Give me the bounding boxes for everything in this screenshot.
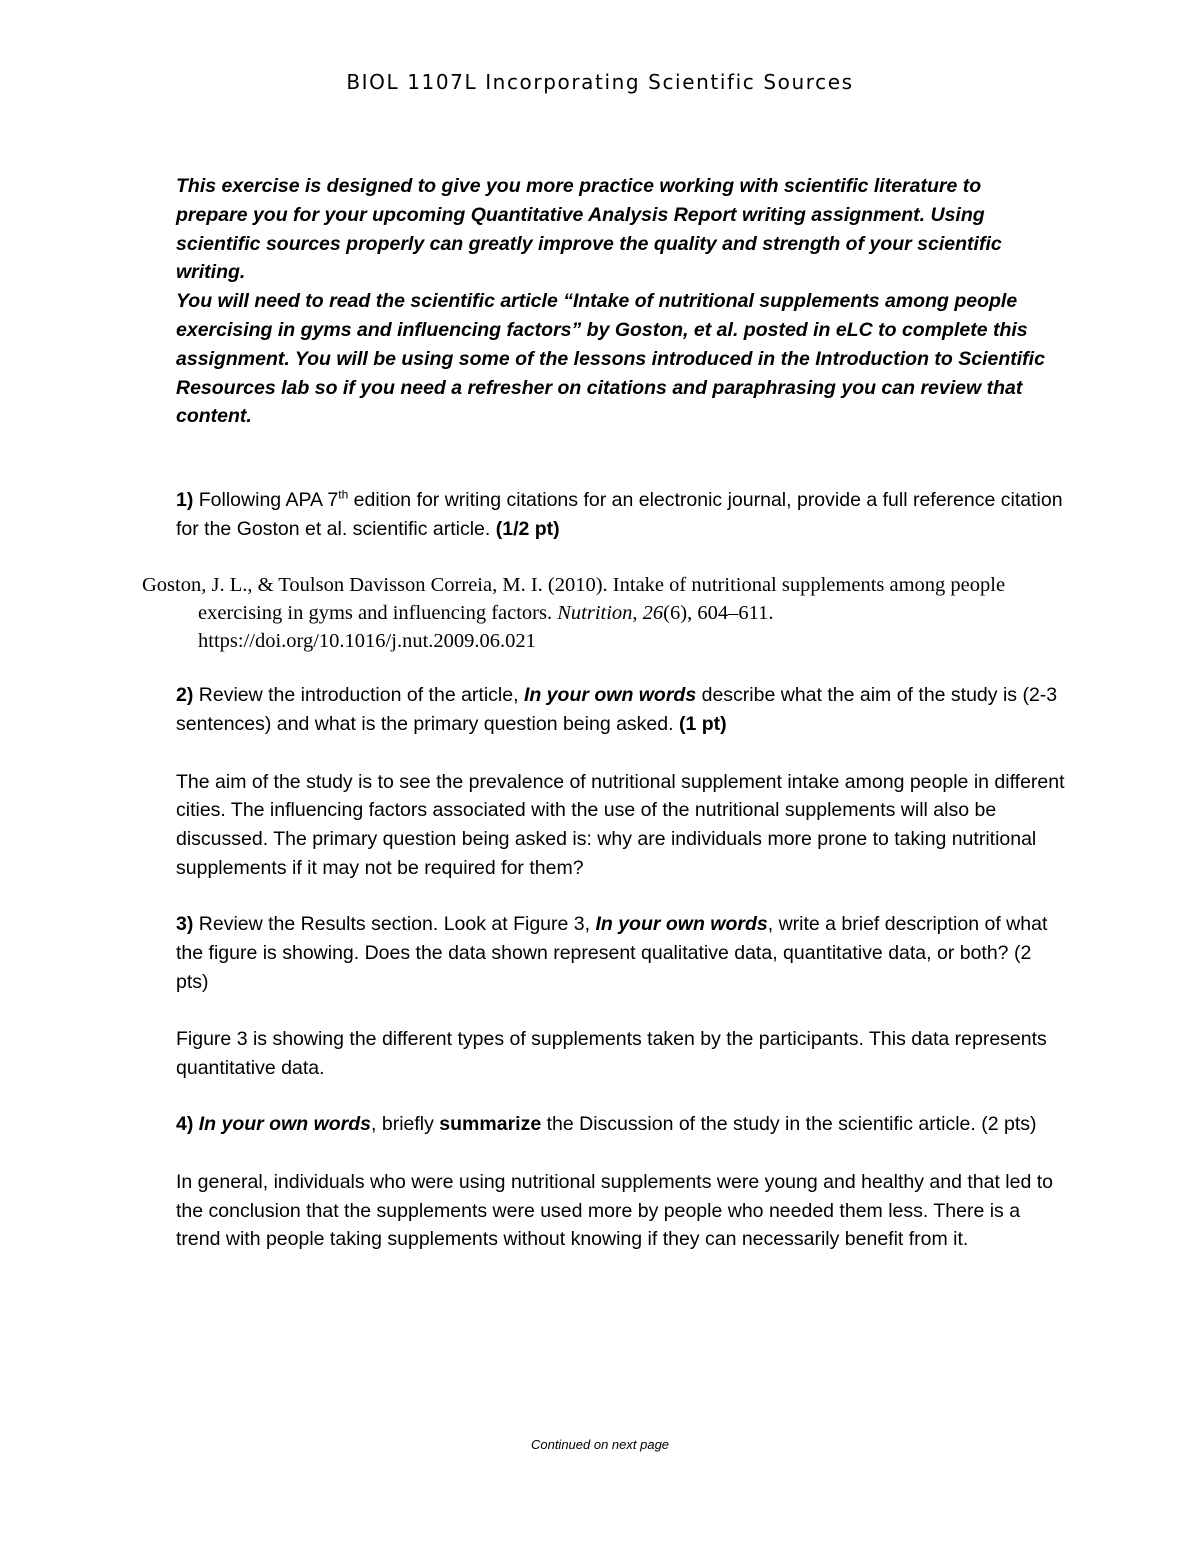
question-4 xyxy=(176,1110,1066,1254)
answer-3: Figure 3 is showing the different types of supplements taken by the participants. This data represents quantitative data. xyxy=(176,1028,1047,1080)
question-3-prompt xyxy=(176,910,1066,996)
question-number: 2) xyxy=(176,684,194,706)
citation-separator: , xyxy=(632,602,643,624)
question-number: 3) xyxy=(176,913,194,935)
intro-instructions xyxy=(176,172,1056,431)
emphasis: In your own words xyxy=(595,913,768,935)
question-4-prompt xyxy=(176,1110,1066,1139)
intro-paragraph-2: You will need to read the scientific article “Intake of nutritional supplements among people exercising in gyms and influencing factors” by Goston, et al. posted in eLC to complete this assignment. You will be using some of the lessons introduced in the Introduction to Scientific Resources lab so if you need a refresher on citations and paraphrasing you can review that content. xyxy=(176,290,1045,428)
question-text: Review the introduction of the article, xyxy=(193,684,524,706)
question-1-prompt xyxy=(176,486,1066,544)
page-title: BIOL 1107L Incorporating Scientific Sources xyxy=(346,70,854,94)
question-2-prompt xyxy=(176,681,1066,739)
answer-2: The aim of the study is to see the prevalence of nutritional supplement intake among people in different cities. The influencing factors associated with the use of the nutritional supplements will also be discussed. The primary question being asked is: why are individuals more prone to taking nutritional supplements if it may not be required for them? xyxy=(176,770,1065,879)
points-label: (1/2 pt) xyxy=(495,517,560,540)
question-text: , write a brief description of what the figure is showing. Does the data shown represent qualitative data, quantitative data, or both? (2 pts) xyxy=(176,913,1048,993)
superscript: th xyxy=(338,487,349,502)
reference-citation xyxy=(142,571,1078,655)
question-number: 1) xyxy=(176,489,194,511)
strong-text: summarize xyxy=(439,1113,542,1135)
question-text: Following APA 7 xyxy=(193,489,339,511)
citation-pages-doi: (6), 604–611. https://doi.org/10.1016/j.nut.2009.06.021 xyxy=(198,602,774,652)
question-text: edition for writing citations for an electronic journal, provide a full reference citation for the Goston et al. scientific article. xyxy=(176,489,1063,540)
question-text: Review the Results section. Look at Figure 3, xyxy=(193,913,596,935)
points-label: (1 pt) xyxy=(678,712,727,735)
answer-4: In general, individuals who were using nutritional supplements were young and healthy and that led to the conclusion that the supplements were used more by people who needed them less. There is a trend with people taking supplements without knowing if they can necessarily benefit from it. xyxy=(176,1170,1053,1251)
emphasis: In your own words xyxy=(523,684,697,706)
intro-paragraph-1: This exercise is designed to give you more practice working with scientific literature to prepare you for your upcoming Quantitative Analysis Report writing assignment. Using scientific sources properly can greatly improve the quality and strength of your scientific writing. xyxy=(176,175,1002,284)
question-1 xyxy=(176,486,1066,544)
question-number: 4) xyxy=(176,1113,194,1135)
question-text: the Discussion of the study in the scientific article. (2 pts) xyxy=(541,1113,1037,1135)
citation-journal: Nutrition xyxy=(557,602,633,624)
question-3 xyxy=(176,910,1066,1083)
question-text: describe what the aim of the study is (2-3 sentences) and what is the primary question being asked. xyxy=(176,684,1058,735)
continued-note: Continued on next page xyxy=(530,1437,670,1452)
citation-authors-title: Goston, J. L., & Toulson Davisson Correia, M. I. (2010). Intake of nutritional supplements among people exercising in gyms and influencing factors. xyxy=(142,574,1006,624)
question-text: , briefly xyxy=(371,1113,440,1135)
question-2 xyxy=(176,681,1066,883)
emphasis: In your own words xyxy=(193,1113,372,1135)
citation-volume: 26 xyxy=(642,602,664,624)
